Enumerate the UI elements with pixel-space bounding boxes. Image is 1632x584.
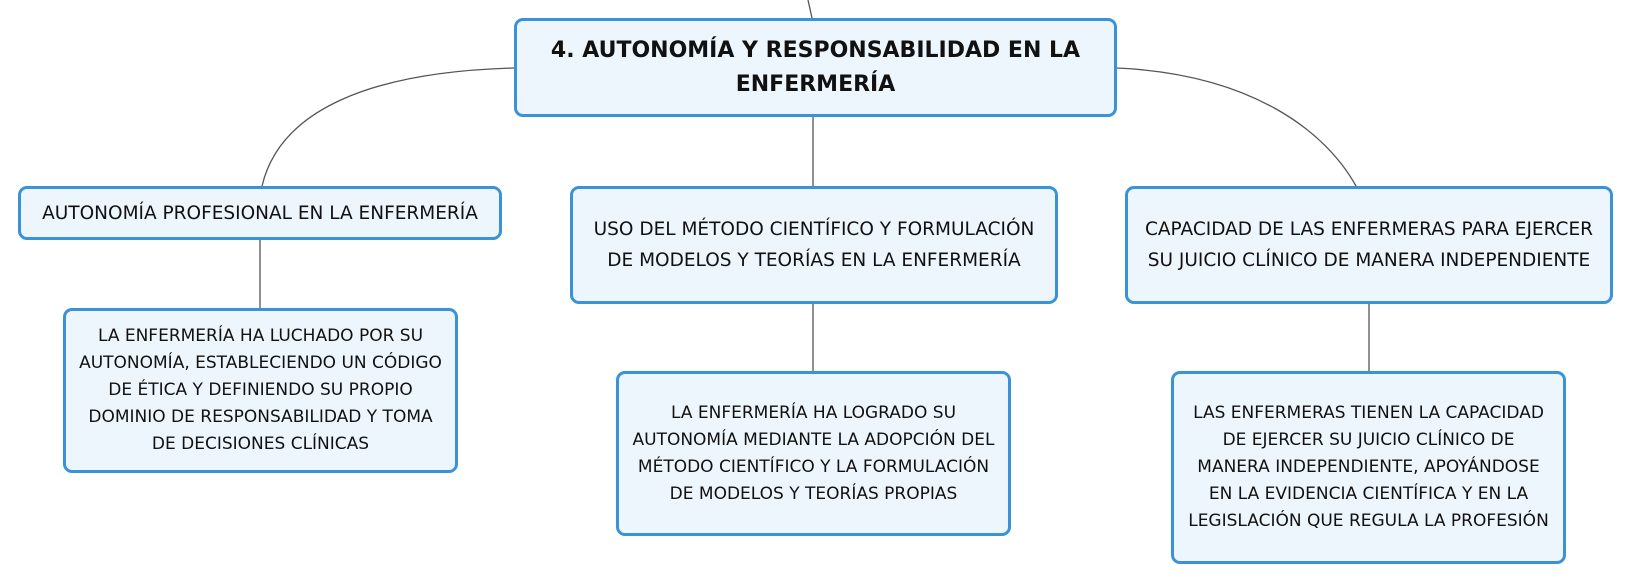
branch-node-professional-autonomy[interactable] [18,186,502,240]
root-topic-node[interactable] [514,18,1117,117]
branch-label: AUTONOMÍA PROFESIONAL EN LA ENFERMERÍA [42,202,478,224]
branch-node-clinical-judgment[interactable] [1125,186,1613,304]
connector-parent-to-root [808,0,812,18]
detail-text: LA ENFERMERÍA HA LUCHADO POR SU AUTONOMÍA, ESTABLECIENDO UN CÓDIGO DE ÉTICA Y DEFINIENDO SU PROPIO DOMINIO DE RESPONSABILIDAD Y TOMA DE DECISIONES CLÍNICAS [79,326,442,454]
detail-text: LAS ENFERMERAS TIENEN LA CAPACIDAD DE EJERCER SU JUICIO CLÍNICO DE MANERA INDEPENDIENTE, APOYÁNDOSE EN LA EVIDENCIA CIENTÍFICA Y EN LA LEGISLACIÓN QUE REGULA LA PROFESIÓN [1188,403,1549,531]
detail-node-clinical-judgment[interactable] [1171,371,1566,564]
detail-text: LA ENFERMERÍA HA LOGRADO SU AUTONOMÍA MEDIANTE LA ADOPCIÓN DEL MÉTODO CIENTÍFICO Y LA FORMULACIÓN DE MODELOS Y TEORÍAS PROPIAS [632,402,995,504]
connector-root-to-branch-1 [262,68,514,186]
branch-label: USO DEL MÉTODO CIENTÍFICO Y FORMULACIÓN DE MODELOS Y TEORÍAS EN LA ENFERMERÍA [593,219,1035,271]
detail-node-scientific-method[interactable] [616,371,1011,536]
detail-node-professional-autonomy[interactable] [63,308,458,473]
branch-label: CAPACIDAD DE LAS ENFERMERAS PARA EJERCER SU JUICIO CLÍNICO DE MANERA INDEPENDIENTE [1144,219,1594,271]
branch-node-scientific-method[interactable] [570,186,1058,304]
root-topic-label: 4. AUTONOMÍA Y RESPONSABILIDAD EN LA ENFERMERÍA [550,37,1081,97]
connector-root-to-branch-3 [1117,68,1356,186]
